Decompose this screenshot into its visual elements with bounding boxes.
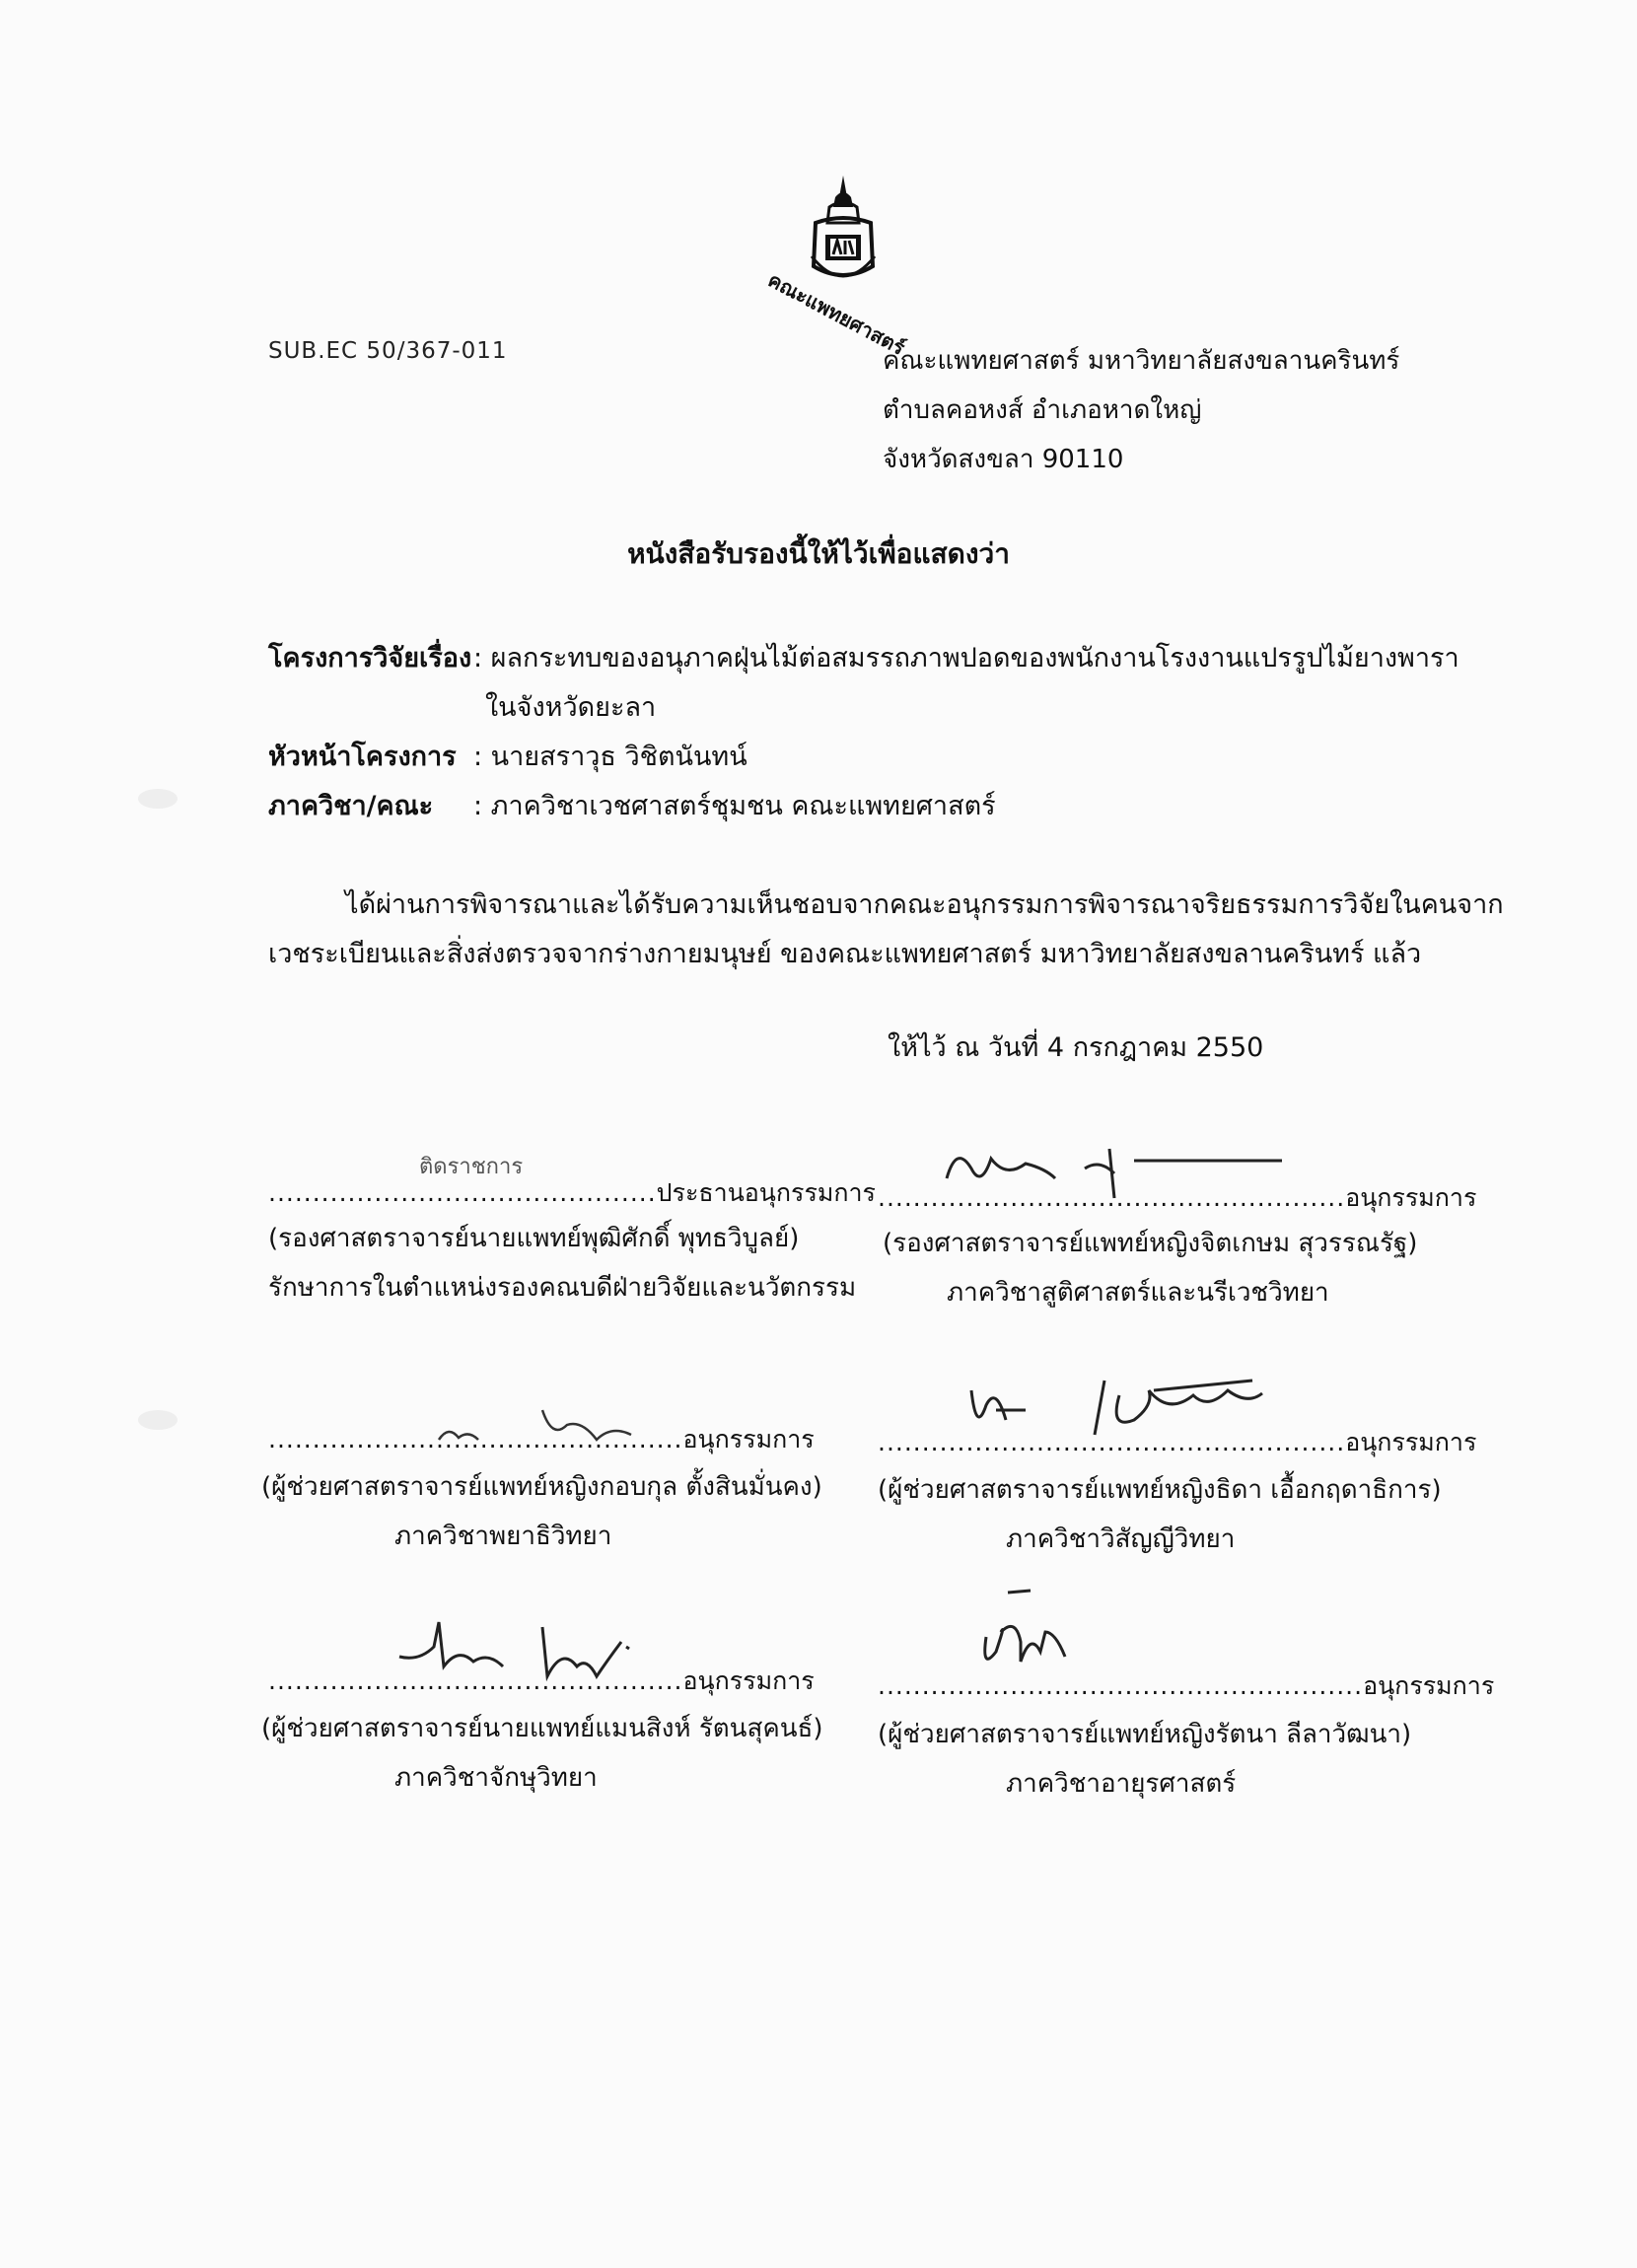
- signature-line-member: [878, 1178, 1476, 1218]
- address-line-3: จังหวัดสงขลา 90110: [883, 445, 1124, 474]
- scan-smudge: [138, 789, 178, 809]
- signature-line-member: [878, 1666, 1494, 1706]
- signatory-subtitle: ภาควิชาวิสัญญีวิทยา: [1006, 1524, 1236, 1554]
- body-line-1: ได้ผ่านการพิจารณาและได้รับความเห็นชอบจากคณะอนุกรรมการพิจารณาจริยธรรมการวิจัยในคนจาก: [345, 889, 1504, 920]
- signatory-role: อนุกรรมการ: [682, 1666, 815, 1695]
- project-label: โครงการวิจัยเรื่อง: [268, 643, 472, 673]
- issue-date: ให้ไว้ ณ วันที่ 4 กรกฎาคม 2550: [888, 1032, 1264, 1063]
- signatory-subtitle: ภาควิชาจักษุวิทยา: [394, 1763, 598, 1793]
- signatory-name: (ผู้ช่วยศาสตราจารย์นายแพทย์แมนสิงห์ รัตนสุคนธ์): [261, 1714, 823, 1743]
- signature-line-member: [268, 1420, 815, 1459]
- signature-dots: .....................................................: [878, 1428, 1346, 1456]
- signatory-subtitle: รักษาการในตำแหน่งรองคณบดีฝ่ายวิจัยและนวัตกรรม: [268, 1273, 857, 1303]
- scan-smudge: [138, 1410, 178, 1430]
- signature-dots: ............................................: [268, 1178, 657, 1207]
- signature-dots: ...............................................: [268, 1666, 683, 1695]
- signatory-name: (ผู้ช่วยศาสตราจารย์แพทย์หญิงกอบกุล ตั้งสินมั่นคง): [261, 1472, 822, 1502]
- department-label: ภาควิชา/คณะ: [268, 791, 434, 821]
- signatory-role: อนุกรรมการ: [1345, 1428, 1477, 1456]
- signature-dots: .....................................................: [878, 1183, 1346, 1212]
- signatory-name: (รองศาสตราจารย์นายแพทย์พุฒิศักดิ์ พุทธวิบูลย์): [268, 1224, 800, 1253]
- signatory-subtitle: ภาควิชาอายุรศาสตร์: [1006, 1769, 1237, 1799]
- signatory-name: (รองศาสตราจารย์แพทย์หญิงจิตเกษม สุวรรณรัฐ): [883, 1229, 1418, 1258]
- signatory-name: (ผู้ช่วยศาสตราจารย์แพทย์หญิงรัตนา ลีลาวัฒนา): [878, 1720, 1412, 1749]
- head-value: : นายสราวุธ วิชิตนันทน์: [473, 742, 747, 772]
- signatory-subtitle: ภาควิชาสูติศาสตร์และนรีเวชวิทยา: [947, 1278, 1329, 1308]
- reference-number: SUB.EC 50/367-011: [268, 338, 508, 364]
- address-line-2: ตำบลคอหงส์ อำเภอหาดใหญ่: [883, 395, 1202, 425]
- signatory-role: ประธานอนุกรรมการ: [656, 1178, 876, 1207]
- signature-line-member: [268, 1662, 815, 1701]
- seal-caption: คณะแพทยศาสตร์: [763, 267, 909, 360]
- handwritten-note: ติดราชการ: [419, 1155, 524, 1179]
- project-title-line-2: ในจังหวัดยะลา: [485, 692, 657, 723]
- signature-dots: ...............................................: [268, 1425, 683, 1453]
- signature-line-member: [878, 1423, 1476, 1462]
- body-line-2: เวชระเบียนและสิ่งส่งตรวจจากร่างกายมนุษย์ ของคณะแพทยศาสตร์ มหาวิทยาลัยสงขลานครินทร์ แล้ว: [268, 939, 1422, 969]
- department-value: : ภาควิชาเวชศาสตร์ชุมชน คณะแพทยศาสตร์: [473, 791, 996, 821]
- signature-dots: .......................................................: [878, 1671, 1364, 1700]
- address-line-1: คณะแพทยศาสตร์ มหาวิทยาลัยสงขลานครินทร์: [883, 346, 1400, 376]
- signatory-role: อนุกรรมการ: [1363, 1671, 1495, 1700]
- signatory-name: (ผู้ช่วยศาสตราจารย์แพทย์หญิงธิดา เอื้อกฤดาธิการ): [878, 1475, 1442, 1505]
- project-title-line-1: : ผลกระทบของอนุภาคฝุ่นไม้ต่อสมรรถภาพปอดของพนักงานโรงงานแปรรูปไม้ยางพารา: [473, 643, 1459, 673]
- signature-line-chair: [268, 1173, 876, 1213]
- signatory-role: อนุกรรมการ: [682, 1425, 815, 1453]
- head-label: หัวหน้าโครงการ: [268, 742, 457, 772]
- certificate-title: หนังสือรับรองนี้ให้ไว้เพื่อแสดงว่า: [627, 537, 1010, 570]
- signatory-role: อนุกรรมการ: [1345, 1183, 1477, 1212]
- signatory-subtitle: ภาควิชาพยาธิวิทยา: [394, 1522, 612, 1551]
